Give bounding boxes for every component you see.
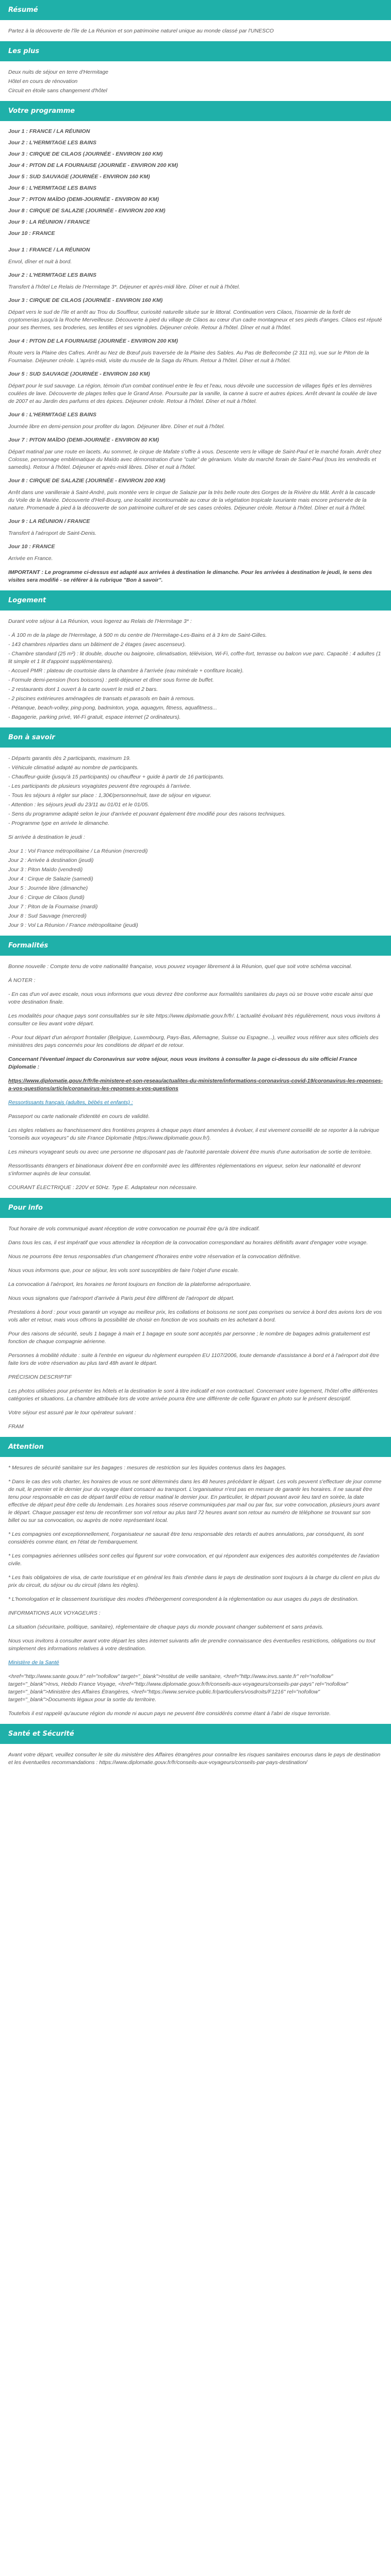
infos-p6: Nous vous signalons que l'aéroport d'arrivée à Paris peut être différent de l'aéroport de départ. xyxy=(8,1295,235,1301)
list-item: Hôtel en cours de rénovation xyxy=(8,78,78,84)
day-text: Envol, dîner et nuit à bord. xyxy=(8,259,72,265)
day-heading: Jour 6 : L'HERMITAGE LES BAINS xyxy=(8,412,96,418)
bon-jeudi-intro: Si arrivée à destination le jeudi : xyxy=(8,834,85,840)
formalites-p8: Passeport ou carte nationale d'identité en cours de validité. xyxy=(8,1113,150,1120)
formalites-p1: Bonne nouvelle : Compte tenu de votre nationalité française, vous pouvez voyager librement à la Réunion, quel que soit votre schéma vaccinal. xyxy=(8,963,352,970)
plus-title: Les plus xyxy=(0,41,391,61)
list-item: Jour 8 : Sud Sauvage (mercredi) xyxy=(8,913,87,919)
list-item: - Formule demi-pension (hors boissons) : petit-déjeuner et dîner sous forme de buffet. xyxy=(8,677,214,683)
formalites-p6: Concernant l'éventuel impact du Coronavirus sur votre séjour, nous vous invitons à consulter la page ci-dessous du site officiel France Diplomatie : xyxy=(8,1056,357,1070)
logement-intro: Durant votre séjour à La Réunion, vous logerez au Relais de l'Hermitage 3* : xyxy=(8,618,192,624)
list-item: - À 100 m de la plage de l'Hermitage, à 500 m du centre de l'Hermitage-Les-Bains et à 3 km de Saint-Gilles. xyxy=(8,632,267,638)
day-heading: Jour 7 : PITON MAÏDO (DEMI-JOURNÉE - ENVIRON 80 KM) xyxy=(8,437,159,443)
list-item: - Sens du programme adapté selon le jour d'arrivée et pouvant également être modifié pour des raisons techniques. xyxy=(8,811,286,817)
coronavirus-link[interactable]: https://www.diplomatie.gouv.fr/fr/le-ministere-et-son-reseau/actualites-du-ministere/informations-coronavirus-covid-19/coronavirus-les-reponses-a-vos-questions/article/coronavirus-les-reponses-a-vos-questions xyxy=(8,1078,383,1092)
sante-p1: Avant votre départ, veuillez consulter le site du ministère des Affaires étrangères pour connaître les risques sanitaires encourus dans le pays de destination et les éventuelles recommandations : https://www.diplomatie.gouv.fr/fr/conseils-aux-voyageurs/conseils-par-pays-destination/ xyxy=(8,1752,381,1766)
day-title: Jour 7 : PITON MAÏDO (DEMI-JOURNÉE - ENVIRON 80 KM) xyxy=(8,196,159,202)
day-title: Jour 10 : FRANCE xyxy=(8,230,55,236)
day-text: Départ pour le sud sauvage. La région, témoin d'un combat continuel entre le feu et l'eau, nous dévoile une succession de villages figés et les dernières coulées de lave. Découverte de plages telles que le Grand Anse. Poursuite par la vanille, la canne à sucre et autres épices. Arrêt devant la coulée de lave de 2007 et au Jardin des parfums et des épices. Déjeuner créole. Retour à l'hôtel. Dîner et nuit à l'hôtel. xyxy=(8,383,377,404)
attention-p10: Toutefois il est rappelé qu'aucune région du monde ni aucun pays ne peuvent être considérés comme étant à l'abri de risque terroriste. xyxy=(8,1710,331,1717)
day-title: Jour 4 : PITON DE LA FOURNAISE (JOURNÉE - ENVIRON 200 KM) xyxy=(8,162,178,168)
attention-p1: * Mesures de sécurité sanitaire sur les bagages : mesures de restriction sur les liquides contenus dans les bagages. xyxy=(8,1465,287,1471)
sante-ministere-link[interactable]: Ministère de la Santé xyxy=(8,1659,59,1666)
day-text: Arrêt dans une vanilleraie à Saint-André, puis montée vers le cirque de Salazie par la très belle route des Gorges de la Rivière du Mât. Arrêt à la cascade du Voile de la Mariée. Découverte d'Hell-Bourg, une localité incontournable au cœur de la végétation tropicale luxuriante mais encore préservée de la nature. Promenade à pied à la découverte de son patrimoine culturel et de ses cases créoles. Déjeuner créole. Retour à l'hôtel. Dîner et nuit à l'hôtel. xyxy=(8,489,376,511)
day-heading: Jour 4 : PITON DE LA FOURNAISE (JOURNÉE - ENVIRON 200 KM) xyxy=(8,338,178,344)
infos-p12: Votre séjour est assuré par le tour opérateur suivant : xyxy=(8,1410,136,1416)
day-text: Transfert à l'aéroport de Saint-Denis. xyxy=(8,530,97,536)
attention-title: Attention xyxy=(0,1437,391,1457)
attention-p5: * Les frais obligatoires de visa, de carte touristique et en général les frais d'entrée dans le pays de destination sont toujours à la charge du client en plus du prix du circuit, du séjour ou du circuit (dans les règles). xyxy=(8,1574,380,1588)
attention-p3: * Les compagnies ont exceptionnellement, l'organisateur ne saurait être tenu responsable des retards et autres annulations, par conséquent, ils sont considérés comme étant, en l'état de l'embarquement. xyxy=(8,1531,364,1545)
sante-section xyxy=(0,1724,391,1767)
list-item: - 2 piscines extérieures aménagées de transats et parasols en bain à remous. xyxy=(8,696,195,702)
list-item: Jour 7 : Piton de la Fournaise (mardi) xyxy=(8,904,98,910)
list-item: Jour 3 : Piton Maïdo (vendredi) xyxy=(8,867,83,873)
logement-list xyxy=(8,632,383,721)
infos-p1: Tout horaire de vols communiqué avant réception de votre convocation ne pourrait être qu'à titre indicatif. xyxy=(8,1226,260,1232)
list-item: - Tous les séjours à régler sur place : 1,30€/personne/nuit, taxe de séjour en vigueur. xyxy=(8,792,211,799)
resume-section xyxy=(0,0,391,35)
attention-section xyxy=(0,1437,391,1718)
list-item: - Départs garantis dès 2 participants, maximum 19. xyxy=(8,755,131,761)
logement-section xyxy=(0,590,391,721)
day-heading: Jour 10 : FRANCE xyxy=(8,544,55,550)
infos-section xyxy=(0,1198,391,1431)
bon-jeudi-list xyxy=(8,848,383,929)
list-item: Jour 2 : Arrivée à destination (jeudi) xyxy=(8,857,94,863)
day-title: Jour 1 : FRANCE / LA RÉUNION xyxy=(8,128,90,134)
day-title: Jour 6 : L'HERMITAGE LES BAINS xyxy=(8,185,96,191)
day-heading: Jour 5 : SUD SAUVAGE (JOURNÉE - ENVIRON 160 KM) xyxy=(8,371,150,377)
day-text: Transfert à l'hôtel Le Relais de l'Hermitage 3*. Déjeuner et après-midi libre. Dîner et nuit à l'hôtel. xyxy=(8,284,240,290)
bon-title: Bon à savoir xyxy=(0,727,391,748)
plus-section xyxy=(0,41,391,95)
formalites-p2: À NOTER : xyxy=(8,977,36,984)
list-item: - Programme type en arrivée le dimanche. xyxy=(8,820,110,826)
infos-p3: Nous ne pourrons être tenus responsables d'un changement d'horaires entre votre réservation et la convocation définitive. xyxy=(8,1253,301,1260)
sante-title: Santé et Sécurité xyxy=(0,1724,391,1744)
list-item: - Chauffeur-guide (jusqu'à 15 participants) ou chauffeur + guide à partir de 16 participants. xyxy=(8,774,224,780)
programme-important: IMPORTANT : Le programme ci-dessus est adapté aux arrivées à destination le dimanche. Pour les arrivées à destination le jeudi, le sens des visites sera modifié - se référer à la rubrique "Bon à savoir". xyxy=(8,569,372,583)
infos-p11: Les photos utilisées pour présenter les hôtels et la destination le sont à titre indicatif et non contractuel. Concernant votre logement, l'hôtel offre différentes catégories et situations. La chambre attribuée lors de votre arrivée pourra être une différente de celle figurant en photo sur le présent descriptif. xyxy=(8,1388,378,1402)
list-item: - 143 chambres réparties dans un bâtiment de 2 étages (avec ascenseur). xyxy=(8,641,186,648)
day-heading: Jour 1 : FRANCE / LA RÉUNION xyxy=(8,247,90,253)
attention-info-title: INFORMATIONS AUX VOYAGEURS : xyxy=(8,1610,101,1616)
list-item: - Pétanque, beach-volley, ping-pong, badminton, yoga, aquagym, fitness, aquafitness... xyxy=(8,705,217,711)
formalites-p5: - Pour tout départ d'un aéroport frontalier (Belgique, Luxembourg, Pays-Bas, Allemagne, Suisse ou Espagne...), veuillez vous référer aux sites officiels des ministères des pays concernés pour les conditions de départ et de retour. xyxy=(8,1035,379,1048)
day-heading: Jour 2 : L'HERMITAGE LES BAINS xyxy=(8,272,96,278)
formalites-p12: COURANT ÉLECTRIQUE : 220V et 50Hz. Type E. Adaptateur non nécessaire. xyxy=(8,1184,198,1191)
logement-title: Logement xyxy=(0,590,391,611)
resume-title: Résumé xyxy=(0,0,391,20)
programme-title: Votre programme xyxy=(0,101,391,121)
infos-p13: FRAM xyxy=(8,1423,24,1430)
bon-list xyxy=(8,755,383,827)
day-text: Journée libre en demi-pension pour profiter du lagon. Déjeuner libre. Dîner et nuit à l'hôtel. xyxy=(8,423,225,430)
list-item: - Bagagerie, parking privé, Wi-Fi gratuit, espace internet (2 ordinateurs). xyxy=(8,714,181,720)
infos-p10: PRÉCISION DESCRIPTIF xyxy=(8,1374,72,1380)
list-item: Jour 5 : Journée libre (dimanche) xyxy=(8,885,88,891)
day-text: Départ vers le sud de l'île et arrêt au Trou du Souffleur, curiosité naturelle située sur le littoral. Continuation vers Cilaos, l'isoarmie de la forêt de cryptomerias jusqu'à la Roche Merveilleuse. Découverte à pied du village de Cilaos au cœur d'un cadre montagneux et ses pieds d'anges. Cilaos est réputé pour ses thermes, ses broderies, ses lentilles et ses vignobles. Déjeuner créole. Retour à l'hôtel. Dîner et nuit à l'hôtel. xyxy=(8,309,382,331)
list-item: - 2 restaurants dont 1 ouvert à la carte ouvert le midi et 2 bars. xyxy=(8,686,158,692)
list-item: - Chambre standard (25 m²) : lit double, douche ou baignoire, climatisation, télévision, Wi-Fi, coffre-fort, terrasse ou balcon vue parc. Capacité : 4 adultes (1 lit simple et 1 lit d'appoint supplémentaires). xyxy=(8,651,381,665)
infos-p9: Personnes à mobilité réduite : suite à l'entrée en vigueur du règlement européen EU 1107/2006, toute demande d'assistance à bord et à l'aéroport doit être faite lors de votre réservation au plus tard 48h avant le départ. xyxy=(8,1352,380,1366)
infos-p2: Dans tous les cas, il est impératif que vous attendiez la réception de la convocation correspondant au horaires définitifs avant d'engager votre voyage. xyxy=(8,1240,368,1246)
formalites-p10: Les mineurs voyageant seuls ou avec une personne ne disposant pas de l'autorité parentale doivent être munis d'une autorisation de sortie de territoire. xyxy=(8,1149,372,1155)
day-title: Jour 2 : L'HERMITAGE LES BAINS xyxy=(8,140,96,146)
infos-title: Pour info xyxy=(0,1198,391,1218)
day-text: Route vers la Plaine des Cafres. Arrêt au Nez de Bœuf puis traversée de la Plaine des Sables. Au Pas de Bellecombe (2 311 m), vue sur le Piton de la Fournaise. Déjeuner créole. L'après-midi, visite du musée de la Saga du Rhum. Retour à l'hôtel. Dîner et nuit à l'hôtel. xyxy=(8,350,369,364)
infos-p7: Prestations à bord : pour vous garantir un voyage au meilleur prix, les collations et boissons ne sont pas comprises ou service à bord des avions lors de vos vols aller et retour, mais vous offrons la possibilité de choisir en fonction de vos souhaits en les achetant à bord. xyxy=(8,1309,382,1323)
list-item: - Accueil PMR : plateau de courtoisie dans la chambre à l'arrivée (eau minérale + confiture locale). xyxy=(8,668,244,674)
attention-p7: La situation (sécuritaire, politique, sanitaire), réglementaire de chaque pays du monde pouvant changer subitement et sans préavis. xyxy=(8,1624,324,1630)
day-heading: Jour 3 : CIRQUE DE CILAOS (JOURNÉE - ENVIRON 160 KM) xyxy=(8,297,163,303)
list-item: - Attention : les séjours jeudi du 23/11 au 01/01 et le 01/05. xyxy=(8,802,150,808)
resume-text: Partez à la découverte de l'île de La Réunion et son patrimoine naturel unique au monde classé par l'UNESCO xyxy=(8,28,274,34)
list-item: Jour 6 : Cirque de Cilaos (lundi) xyxy=(8,894,85,901)
infos-p8: Pour des raisons de sécurité, seuls 1 bagage à main et 1 bagage en soute sont acceptés par personne ; le nombre de bagages admis gratuitement est fonction de chaque compagnie aérienne. xyxy=(8,1331,370,1345)
list-item: Deux nuits de séjour en terre d'Hermitage xyxy=(8,69,109,75)
formalites-title: Formalités xyxy=(0,936,391,956)
bon-section xyxy=(0,727,391,929)
day-text: Départ matinal par une route en lacets. Au sommet, le cirque de Mafate s'offre à vous. Descente vers le village de Saint-Paul et le marché forain. Arrêt chez Colosse, personnage emblématique du Maïdo avec démonstration d'une "cuite" de géranium. Visite du marché forain de Saint-Paul (tous les vendredis et samedis). Retour à l'hôtel. Déjeuner et après-midi libres. Dîner et nuit à l'hôtel. xyxy=(8,449,382,470)
attention-p4: * Les compagnies aériennes utilisées sont celles qui figurent sur votre convocation, et qui répondent aux exigences des autorités compétentes de l'aviation civile. xyxy=(8,1553,380,1567)
attention-p6: * L'homologation et le classement touristique des modes d'hébergement correspondent à la réglementation ou aux usages du pays de destination. xyxy=(8,1596,359,1602)
ressortissants-link[interactable]: Ressortissants français (adultes, bébés et enfants) : xyxy=(8,1099,133,1106)
day-title: Jour 8 : CIRQUE DE SALAZIE (JOURNÉE - ENVIRON 200 KM) xyxy=(8,208,166,214)
formalites-section xyxy=(0,936,391,1192)
list-item: Circuit en étoile sans changement d'hôtel xyxy=(8,88,107,94)
list-item: - Véhicule climatisé adapté au nombre de participants. xyxy=(8,765,139,771)
list-item: - Les participants de plusieurs voyagistes peuvent être regroupés à l'arrivée. xyxy=(8,783,191,789)
plus-list xyxy=(8,69,383,95)
infos-p4: Nous vous informons que, pour ce séjour, les vols sont susceptibles de faire l'objet d'une escale. xyxy=(8,1267,239,1274)
formalites-p3: - En cas d'un vol avec escale, nous vous informons que vous devrez être conforme aux formalités sanitaires du pays où se trouve votre escale ainsi que votre destination finale. xyxy=(8,991,373,1005)
attention-p9: <href="http://www.sante.gouv.fr" rel="nofollow" target="_blank">Institut de veille sanitaire, <href="http://www.invs.sante.fr" rel="nofollow" target="_blank">Invs, Hebdo France Voyage, <href="http://www.diplomatie.gouv.fr/fr/conseils-aux-voyageurs/conseils-par-pays" rel="nofollow" target="_blank">Ministère des Affaires Étrangères, <href="https://www.service-public.fr/particuliers/vosdroits/F1216" rel="nofollow" target="_blank">Documents légaux pour la sortie du territoire. xyxy=(8,1673,348,1703)
list-item: Jour 4 : Cirque de Salazie (samedi) xyxy=(8,876,93,882)
day-title: Jour 5 : SUD SAUVAGE (JOURNÉE - ENVIRON 160 KM) xyxy=(8,174,150,180)
day-title: Jour 3 : CIRQUE DE CILAOS (JOURNÉE - ENVIRON 160 KM) xyxy=(8,151,163,157)
attention-p2: * Dans le cas des vols charter, les horaires de vous ne sont déterminés dans les 48 heures précédant le départ. Les vols peuvent s'effectuer de jour comme de nuit, le premier et le dernier jour du voyage étant consacré au transport. L'organisateur n'est pas en mesure de garantir les horaires. Il ne saurait être tenu pour responsable en cas de départ tardif et/ou de retour matinal le dernier jour. En particulier, le départ pouvant avoir lieu tard en soirée, la date effective de départ peut être celle du lendemain. Les horaires sous réserve communiquées par mail ou par fax, sur votre convocation, plusieurs jours avant le départ. Chaque passager est tenu de reconfirmer son vol retour au plus tard 72 heures avant son retour au numéro de téléphone se trouvant sur son billet ou sur sa convocation, ou auprès de notre représentant local. xyxy=(8,1479,382,1523)
list-item: Jour 9 : Vol La Réunion / France métropolitaine (jeudi) xyxy=(8,922,138,928)
attention-p8: Nous vous invitons à consulter avant votre départ les sites internet suivants afin de prendre connaissance des éventuelles restrictions, obligations ou tout simplement des informations relatives à votre destination. xyxy=(8,1638,376,1652)
day-heading: Jour 8 : CIRQUE DE SALAZIE (JOURNÉE - ENVIRON 200 KM) xyxy=(8,478,166,484)
list-item: Jour 1 : Vol France métropolitaine / La Réunion (mercredi) xyxy=(8,848,148,854)
formalites-p9: Les règles relatives au franchissement des frontières propres à chaque pays étant amenées à évoluer, il est vivement conseillé de se reporter à la rubrique "conseils aux voyageurs" du site France Diplomatie (https://www.diplomatie.gouv.fr/). xyxy=(8,1127,380,1141)
infos-p5: La convocation à l'aéroport, les horaires ne feront toujours en fonction de la plateforme aéroportuaire. xyxy=(8,1281,252,1287)
day-title: Jour 9 : LA RÉUNION / FRANCE xyxy=(8,219,90,225)
day-heading: Jour 9 : LA RÉUNION / FRANCE xyxy=(8,518,90,524)
day-text: Arrivée en France. xyxy=(8,555,53,562)
formalites-p4: Les modalités pour chaque pays sont consultables sur le site https://www.diplomatie.gouv.fr/fr/. L'actualité évoluant très régulièrement, nous vous invitons à consulter ce lieu avant votre départ. xyxy=(8,1013,380,1027)
programme-section xyxy=(0,101,391,584)
formalites-p11: Ressortissants étrangers et binationaux doivent être en conformité avec les différentes réglementations en vigueur, selon leur nationalité et devront s'informer auprès de leur consulat. xyxy=(8,1163,361,1177)
